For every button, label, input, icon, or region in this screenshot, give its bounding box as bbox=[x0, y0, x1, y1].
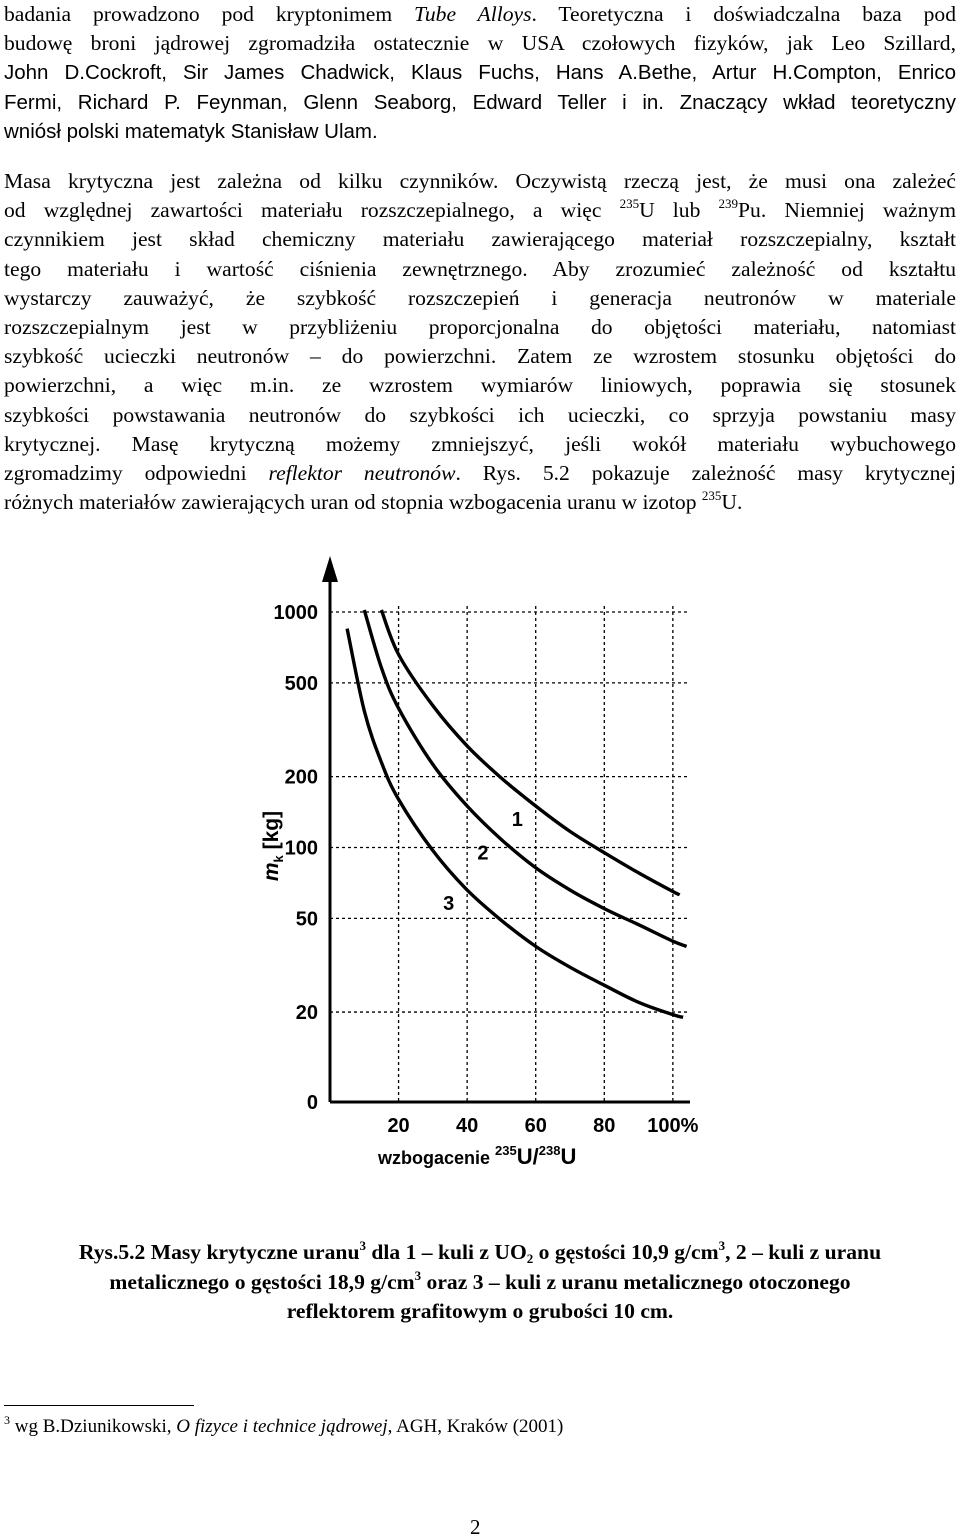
page-number: 2 bbox=[470, 1515, 481, 1539]
text-line: powierzchni, a więc m.in. ze wzrostem wymiarów liniowych, poprawia się stosunek bbox=[4, 373, 956, 398]
series-labels bbox=[443, 809, 523, 915]
y-tick-label: 1000 bbox=[273, 602, 318, 624]
x-axis-label: wzbogacenie $^{235}$U/$^{238}$U bbox=[378, 1143, 577, 1169]
series-label-2: 2 bbox=[477, 842, 489, 865]
italic-term: reflektor neutronów bbox=[268, 460, 456, 485]
text-line: John D.Cockroft, Sir James Chadwick, Klaus Fuchs, Hans A.Bethe, Artur H.Compton, Enrico bbox=[4, 61, 956, 85]
x-tick-label: 20 bbox=[387, 1115, 410, 1137]
figure-caption bbox=[0, 1238, 960, 1327]
text-line: wystarczy zauważyć, że szybkość rozszczepień i generacja neutronów w materiale bbox=[4, 285, 956, 310]
text-line: Fermi, Richard P. Feynman, Glenn Seaborg, Edward Teller i in. Znaczący wkład teoretyczny bbox=[4, 90, 956, 114]
y-tick-label: 50 bbox=[295, 908, 318, 931]
italic-term: Tube Alloys bbox=[414, 2, 532, 26]
text-line: szybkości powstawania neutronów do szybkości ich ucieczki, co sprzyja powstaniu masy bbox=[4, 402, 956, 427]
series-label-3: 3 bbox=[443, 892, 455, 915]
series-label-1: 1 bbox=[511, 809, 523, 832]
x-tick-label: 40 bbox=[456, 1115, 479, 1137]
text-line: zgromadzimy odpowiedni reflektor neutronów. Rys. 5.2 pokazuje zależność masy krytycznej bbox=[4, 460, 956, 485]
x-tick-label: 100% bbox=[647, 1115, 699, 1137]
text-line: krytycznej. Masę krytyczną możemy zmniejszyć, jeśli wokół materiału wybuchowego bbox=[4, 431, 956, 456]
x-tick-label: 60 bbox=[524, 1115, 547, 1137]
y-axis-label: $m_k$ [kg] bbox=[260, 810, 286, 882]
y-tick-label: 500 bbox=[284, 672, 318, 695]
x-tick-labels bbox=[387, 1115, 698, 1137]
chart-grid bbox=[330, 606, 690, 1102]
y-tick-label: 200 bbox=[284, 766, 318, 789]
text-line: od względnej zawartości materiału rozszczepialnego, a więc $^{235}$U lub $^{239}$Pu. Niemniej ważnym bbox=[4, 196, 957, 223]
x-tick-label: 80 bbox=[593, 1115, 616, 1137]
text-line: budowę broni jądrowej zgromadziła ostatecznie w USA czołowych fizyków, jak Leo Szillard, bbox=[4, 31, 956, 56]
series-curve-2 bbox=[364, 610, 686, 946]
text-line: Masa krytyczna jest zależna od kilku czynników. Oczywistą rzeczą jest, że musi ona zależeć bbox=[4, 169, 956, 193]
text-line: różnych materiałów zawierających uran od stopnia wzbogacenia uranu w izotop $^{235}$U. bbox=[4, 488, 743, 515]
footnote: $^3$ wg B.Dziunikowski, O fizyce i technice jądrowej, AGH, Kraków (2001) bbox=[4, 1413, 564, 1437]
text-line: rozszczepialnym jest w przybliżeniu proporcjonalna do objętości materiału, natomiast bbox=[4, 314, 956, 339]
text-line: badania prowadzono pod kryptonimem Tube Alloys. Teoretyczna i doświadczalna baza pod bbox=[4, 2, 956, 26]
y-tick-label: 0 bbox=[306, 1092, 318, 1114]
text-line: wniósł polski matematyk Stanisław Ulam. bbox=[4, 119, 378, 143]
caption-line: Rys.5.2 Masy krytyczne uranu$^3$ dla 1 – kuli z $UO_2$ o gęstości 10,9 $g/cm^3$, 2 – kuli z uranu bbox=[78, 1238, 882, 1266]
footnote-separator bbox=[4, 1405, 194, 1406]
paragraph-critical-mass bbox=[4, 167, 956, 517]
caption-line: metalicznego o gęstości 18,9 $g/cm^3$ oraz 3 – kuli z uranu metalicznego otoczonego bbox=[109, 1267, 851, 1294]
text-line: czynnikiem jest skład chemiczny materiału zawierającego materiał rozszczepialny, kształt bbox=[4, 227, 956, 252]
paragraph-intro bbox=[4, 0, 956, 146]
critical-mass-chart bbox=[230, 556, 730, 1216]
y-axis-arrow bbox=[322, 556, 338, 582]
caption-line: reflektorem grafitowym o grubości 10 cm. bbox=[286, 1299, 674, 1323]
text-line: szybkość ucieczki neutronów – do powierzchni. Zatem ze wzrostem stosunku objętości do bbox=[4, 344, 956, 369]
chart-axes bbox=[322, 556, 690, 1102]
text-line: tego materiału i wartość ciśnienia zewnętrznego. Aby zrozumieć zależność od kształtu bbox=[4, 256, 956, 281]
y-tick-label: 100 bbox=[284, 837, 318, 860]
y-tick-label: 20 bbox=[295, 1002, 318, 1025]
